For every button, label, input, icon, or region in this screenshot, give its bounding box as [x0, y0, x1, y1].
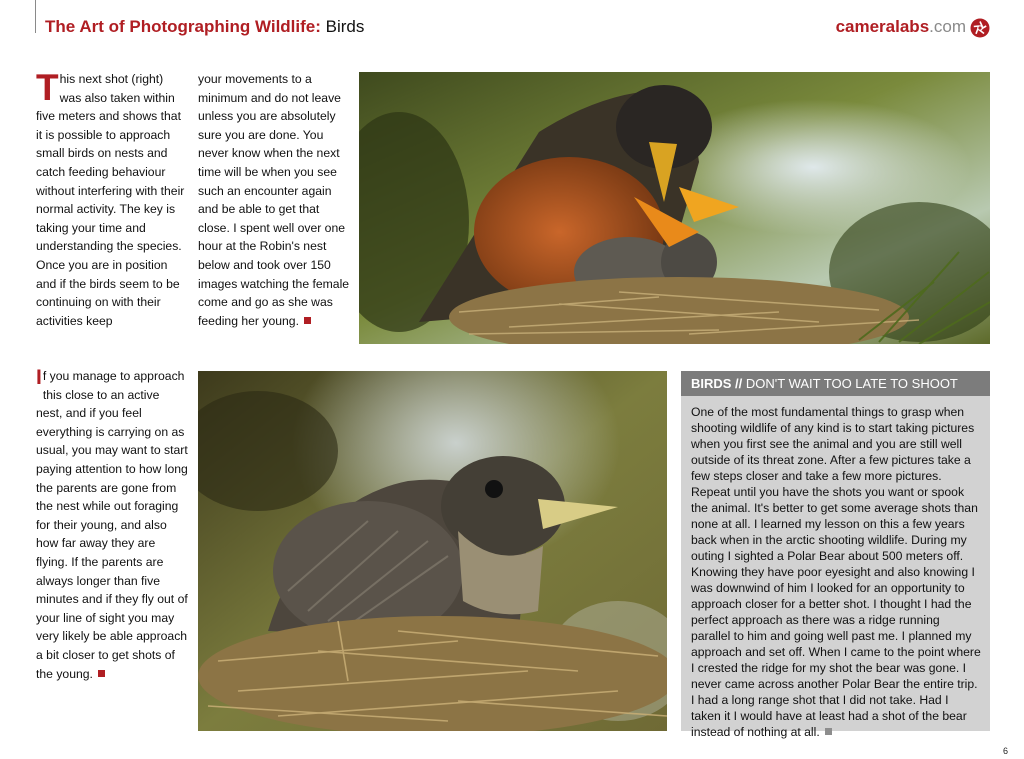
page-title — [45, 17, 364, 37]
end-mark-icon — [98, 670, 105, 677]
paragraph-text: f you manage to approach this close to an active nest, and if you feel everything is carrying on as usual, you may want to start paying attention to how long the parents are gone from the nest while out foraging for their young, and also how far away they are flying. If the parents are always longer than five minutes and if they fly out of your line of sight you may very likely be able approach a bit closer to get shots of the young. — [36, 369, 188, 681]
column-1-bottom — [36, 367, 188, 683]
paragraph-robin-shot — [36, 67, 188, 330]
sidebar-heading — [681, 371, 990, 396]
paragraph-continued — [198, 70, 350, 330]
brand-name: cameralabs — [835, 17, 930, 36]
aperture-icon[interactable] — [970, 18, 990, 38]
sidebar-text: One of the most fundamental things to grasp when shooting wildlife of any kind is to start taking pictures when you first see the animal and you are still well outside of its threat zone. After a few pictures take a few steps closer and take a few more pictures. Repeat until you have the shots you want or spook the animal. It's better to get some average shots than none at all. I learned my lesson on this a few years back when in the arctic shooting wildlife. During my outing I sighted a Polar Bear about 500 meters off. Knowing they have poor eyesight and also knowing I was downwind of him I looked for an opportunity to approach closer for a better shot. I thought I had the perfect approach as there was a ridge running parallel to him and going well past me. I planned my approach and set off. When I came to the point where I crested the ridge for my shot the bear was gone. I never came across another Polar Bear the entire trip. I had a long range shot that I did not take. Had I taken it I would have at least had a shot of the bear instead of nothing at all. — [691, 405, 981, 739]
header-rule — [35, 0, 36, 33]
title-subject: Birds — [320, 17, 365, 36]
end-mark-icon — [304, 317, 311, 324]
page-number: 6 — [1003, 746, 1009, 756]
photo-robin-feeding — [359, 72, 990, 344]
sidebar-tip — [681, 371, 990, 739]
title-accent: The Art of Photographing Wildlife: — [45, 17, 321, 36]
paragraph-approach-nest — [36, 367, 188, 683]
paragraph-text: your movements to a minimum and do not leave unless you are absolutely sure you are done. You never know when the next time will be when you see such an encounter again and be able to get that close. I spent well over one hour at the Robin's nest below and took over 150 images watching the female come and go as she was feeding her young. — [198, 72, 350, 328]
column-1-top — [36, 67, 188, 330]
column-2 — [198, 70, 350, 330]
dropcap-t: T — [36, 67, 59, 108]
sidebar-body — [681, 396, 990, 740]
end-mark-icon — [825, 728, 832, 735]
paragraph-text: his next shot (right) was also taken within five meters and shows that it is possible to approach small birds on nests and catch feeding behaviour without interfering with their normal activity. The key is taking your time and understanding the species. Once you are in position and if the birds seem to be continuing on with their activities keep — [36, 72, 185, 328]
photo-robin-chick — [198, 371, 667, 731]
sidebar-heading-title: DON'T WAIT TOO LATE TO SHOOT — [742, 376, 958, 391]
sidebar-heading-topic: BIRDS // — [691, 376, 743, 391]
brand-suffix: .com — [929, 17, 966, 36]
dropcap-i: I — [36, 366, 42, 389]
brand-wordmark[interactable] — [836, 17, 966, 37]
